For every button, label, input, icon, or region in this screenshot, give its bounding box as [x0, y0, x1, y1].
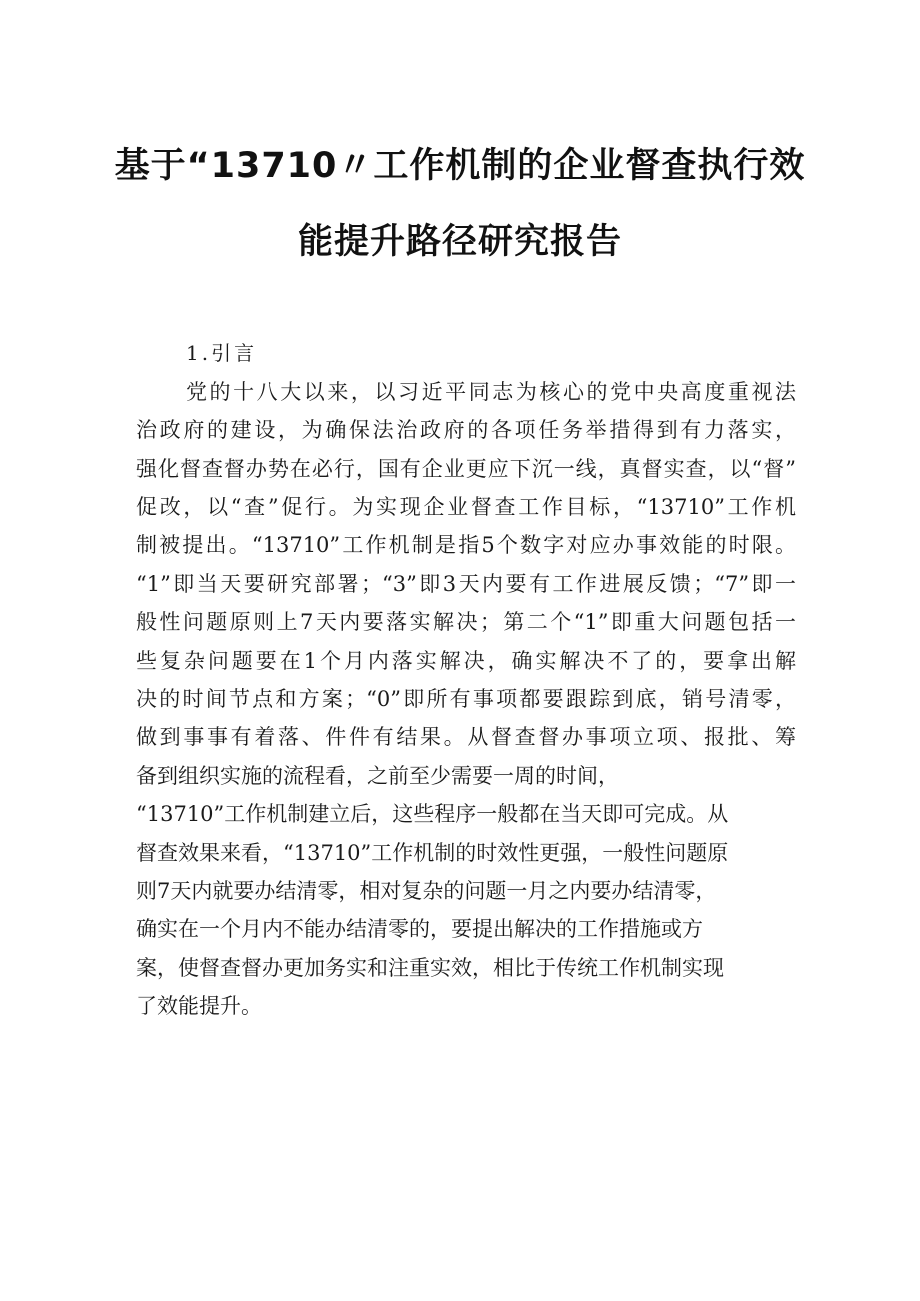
- body-line: 党的十八大以来，以习近平同志为核心的党中央高度重视法: [186, 380, 796, 404]
- body-line: 些复杂问题要在1个月内落实解决，确实解决不了的，要拿出解: [136, 649, 796, 673]
- body-line: 确实在一个月内不能办结清零的，要提出解决的工作措施或方: [136, 917, 703, 941]
- body-line: “1”即当天要研究部署；“3”即3天内要有工作进展反馈；“7”即一: [136, 572, 796, 596]
- section-heading: 1.引言: [186, 341, 258, 365]
- body-line: 督查效果来看，“13710”工作机制的时效性更强，一般性问题原: [136, 841, 729, 865]
- body-line: 则7天内就要办结清零，相对复杂的问题一月之内要办结清零，: [136, 879, 717, 903]
- body-line: 强化督查督办势在必行，国有企业更应下沉一线，真督实查，以“督”: [136, 457, 796, 481]
- body-line: 案，使督查督办更加务实和注重实效，相比于传统工作机制实现: [136, 956, 724, 980]
- body-line: 促改，以“查”促行。为实现企业督查工作目标，“13710”工作机: [136, 495, 796, 519]
- body-line: 做到事事有着落、件件有结果。从督查督办事项立项、报批、筹: [136, 725, 796, 749]
- body-line: 决的时间节点和方案；“0”即所有事项都要跟踪到底，销号清零，: [136, 687, 796, 711]
- body-line: 般性问题原则上7天内要落实解决；第二个“1”即重大问题包括一: [136, 610, 796, 634]
- body-line: 治政府的建设，为确保法治政府的各项任务举措得到有力落实，: [136, 418, 796, 442]
- body-line: 备到组织实施的流程看，之前至少需要一周的时间，: [136, 764, 619, 788]
- body-line: 制被提出。“13710”工作机制是指5个数字对应办事效能的时限。: [136, 533, 796, 557]
- report-title-line-2: 能提升路径研究报告: [297, 222, 622, 262]
- body-line: 了效能提升。: [136, 994, 262, 1018]
- body-line: “13710”工作机制建立后，这些程序一般都在当天即可完成。从: [136, 802, 729, 826]
- report-title-line-1: 基于“13710〃工作机制的企业督查执行效: [114, 146, 806, 186]
